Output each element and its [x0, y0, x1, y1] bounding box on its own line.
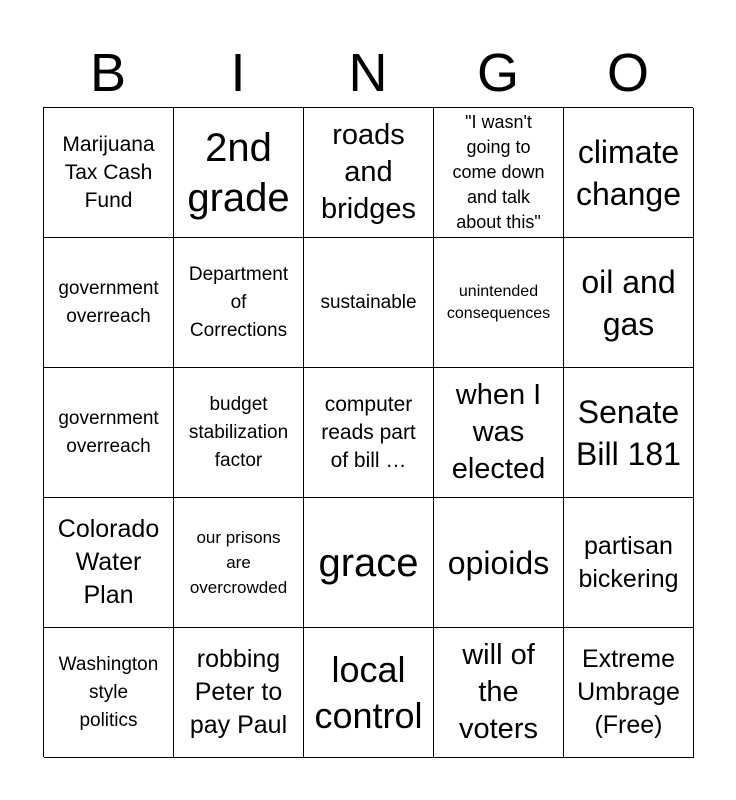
bingo-cell[interactable]	[174, 628, 304, 758]
cell-text: Department of Corrections	[188, 263, 289, 341]
cell-text: Washington style politics	[58, 653, 159, 731]
cell-text: opioids	[447, 544, 550, 581]
cell-text: oil and gas	[581, 263, 676, 342]
bingo-cell[interactable]	[174, 368, 304, 498]
bingo-cell[interactable]	[564, 368, 694, 498]
bingo-cell[interactable]	[174, 108, 304, 238]
bingo-cell[interactable]	[44, 108, 174, 238]
cell-text: Extreme Umbrage (Free)	[577, 645, 680, 739]
bingo-cell[interactable]	[174, 238, 304, 368]
bingo-cell[interactable]	[174, 498, 304, 628]
bingo-cell[interactable]	[564, 238, 694, 368]
bingo-cell[interactable]	[434, 238, 564, 368]
bingo-cell[interactable]	[434, 368, 564, 498]
header-letter-g: G	[476, 43, 519, 103]
bingo-cell[interactable]	[44, 368, 174, 498]
bingo-cell[interactable]	[564, 498, 694, 628]
bingo-cell[interactable]	[434, 108, 564, 238]
cell-text: roads and bridges	[320, 119, 417, 225]
cell-text: unintended consequences	[446, 282, 551, 322]
bingo-cell[interactable]	[304, 628, 434, 758]
cell-text: when I was elected	[451, 379, 546, 485]
bingo-cell[interactable]	[434, 628, 564, 758]
bingo-cell[interactable]	[44, 238, 174, 368]
cell-text: climate change	[576, 133, 681, 212]
bingo-cell[interactable]	[44, 628, 174, 758]
cell-text: local control	[314, 648, 423, 736]
bingo-grid	[43, 107, 693, 757]
bingo-cell[interactable]	[564, 628, 694, 758]
cell-text: sustainable	[320, 291, 417, 313]
bingo-cell[interactable]	[304, 238, 434, 368]
bingo-cell[interactable]	[304, 498, 434, 628]
cell-text: grace	[318, 540, 419, 585]
bingo-cell[interactable]	[564, 108, 694, 238]
cell-text: Marijuana Tax Cash Fund	[62, 132, 155, 212]
cell-text: our prisons are overcrowded	[189, 528, 288, 597]
cell-text: budget stabilization factor	[188, 393, 289, 471]
cell-text: government overreach	[58, 277, 159, 327]
cell-text: partisan bickering	[578, 531, 679, 593]
cell-text: Senate Bill 181	[576, 393, 681, 472]
header-letter-o: O	[606, 43, 649, 103]
cell-text: "I wasn't going to come down and talk about this"	[452, 112, 545, 232]
cell-text: will of the voters	[459, 639, 538, 745]
header-letter-i: I	[230, 43, 246, 103]
cell-text: robbing Peter to pay Paul	[189, 645, 288, 739]
bingo-cell[interactable]	[304, 108, 434, 238]
header-letter-n: N	[348, 43, 388, 103]
cell-text: government overreach	[58, 407, 159, 457]
bingo-cell[interactable]	[304, 368, 434, 498]
bingo-cell[interactable]	[434, 498, 564, 628]
cell-text: 2nd grade	[187, 125, 290, 220]
cell-text: Colorado Water Plan	[57, 515, 160, 609]
bingo-cell[interactable]	[44, 498, 174, 628]
bingo-header	[43, 40, 693, 106]
cell-text: computer reads part of bill …	[321, 392, 416, 472]
header-letter-b: B	[89, 43, 127, 103]
